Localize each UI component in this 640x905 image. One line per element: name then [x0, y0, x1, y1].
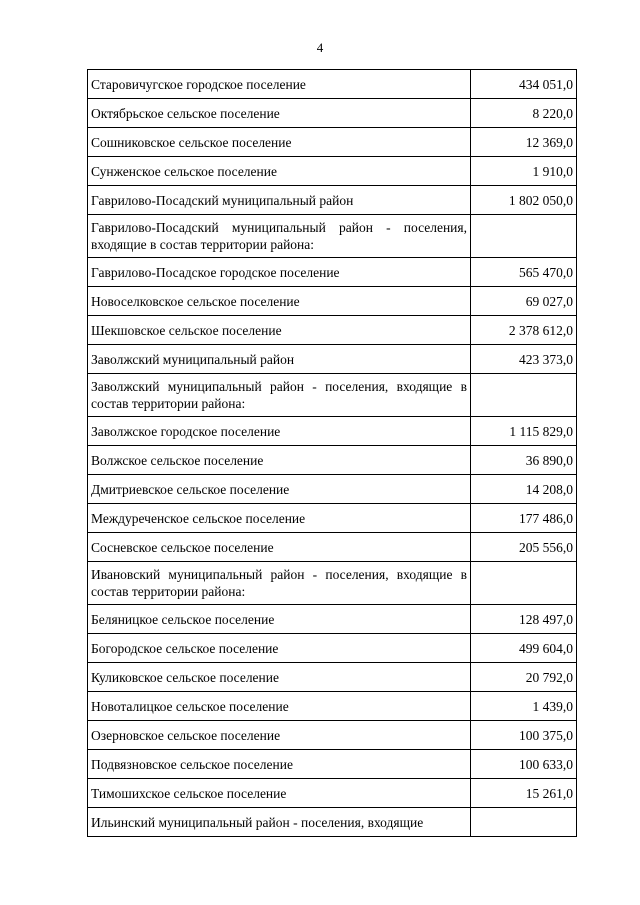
settlement-name: Подвязновское сельское поселение — [88, 750, 471, 779]
settlement-name: Гаврилово-Посадское городское поселение — [88, 258, 471, 287]
table-row — [88, 417, 577, 446]
table-row — [88, 663, 577, 692]
table-row — [88, 692, 577, 721]
table-row — [88, 446, 577, 475]
amount-value: 177 486,0 — [471, 504, 577, 533]
table-row — [88, 562, 577, 605]
table-row — [88, 70, 577, 99]
settlement-name: Октябрьское сельское поселение — [88, 99, 471, 128]
table-row — [88, 634, 577, 663]
table-row — [88, 157, 577, 186]
settlement-name: Озерновское сельское поселение — [88, 721, 471, 750]
table-row — [88, 808, 577, 837]
district-group-heading: Ильинский муниципальный район - поселения, входящие — [88, 808, 471, 837]
table-row — [88, 750, 577, 779]
amount-value: 434 051,0 — [471, 70, 577, 99]
settlement-name: Новоселковское сельское поселение — [88, 287, 471, 316]
amount-value: 36 890,0 — [471, 446, 577, 475]
amount-value: 2 378 612,0 — [471, 316, 577, 345]
district-group-heading: Гаврилово-Посадский муниципальный район - поселения, входящие в состав территории района: — [88, 215, 471, 258]
settlement-name: Сошниковское сельское поселение — [88, 128, 471, 157]
table-row — [88, 504, 577, 533]
table-row — [88, 533, 577, 562]
settlement-name: Куликовское сельское поселение — [88, 663, 471, 692]
table-row — [88, 215, 577, 258]
page-number: 4 — [316, 40, 324, 55]
table-row — [88, 721, 577, 750]
amount-value: 12 369,0 — [471, 128, 577, 157]
amount-value: 499 604,0 — [471, 634, 577, 663]
amount-value: 1 910,0 — [471, 157, 577, 186]
table-row — [88, 128, 577, 157]
table-row — [88, 287, 577, 316]
table-row — [88, 345, 577, 374]
amount-value: 20 792,0 — [471, 663, 577, 692]
amount-value: 128 497,0 — [471, 605, 577, 634]
settlement-name: Старовичугское городское поселение — [88, 70, 471, 99]
amount-value: 100 633,0 — [471, 750, 577, 779]
district-name: Заволжский муниципальный район — [88, 345, 471, 374]
table-row — [88, 475, 577, 504]
amount-value: 205 556,0 — [471, 533, 577, 562]
table-row — [88, 779, 577, 808]
settlement-name: Междуреченское сельское поселение — [88, 504, 471, 533]
district-group-heading: Ивановский муниципальный район - поселения, входящие в состав территории района: — [88, 562, 471, 605]
table-row — [88, 258, 577, 287]
amount-value: 565 470,0 — [471, 258, 577, 287]
amount-value: 69 027,0 — [471, 287, 577, 316]
settlement-name: Волжское сельское поселение — [88, 446, 471, 475]
settlement-name: Богородское сельское поселение — [88, 634, 471, 663]
amount-value — [471, 562, 577, 605]
amount-value: 423 373,0 — [471, 345, 577, 374]
settlement-name: Новоталицкое сельское поселение — [88, 692, 471, 721]
settlement-name: Беляницкое сельское поселение — [88, 605, 471, 634]
amount-value — [471, 808, 577, 837]
table-row — [88, 374, 577, 417]
settlement-name: Тимошихское сельское поселение — [88, 779, 471, 808]
amount-value — [471, 374, 577, 417]
table-row — [88, 605, 577, 634]
amount-value: 1 115 829,0 — [471, 417, 577, 446]
district-name: Гаврилово-Посадский муниципальный район — [88, 186, 471, 215]
settlement-name: Шекшовское сельское поселение — [88, 316, 471, 345]
table-row — [88, 99, 577, 128]
district-group-heading: Заволжский муниципальный район - поселения, входящие в состав территории района: — [88, 374, 471, 417]
settlement-name: Дмитриевское сельское поселение — [88, 475, 471, 504]
amount-value: 1 802 050,0 — [471, 186, 577, 215]
table-row — [88, 186, 577, 215]
amount-value: 1 439,0 — [471, 692, 577, 721]
settlement-name: Заволжское городское поселение — [88, 417, 471, 446]
settlement-name: Сосневское сельское поселение — [88, 533, 471, 562]
table-row — [88, 316, 577, 345]
amount-value: 15 261,0 — [471, 779, 577, 808]
amount-value: 14 208,0 — [471, 475, 577, 504]
settlement-name: Сунженское сельское поселение — [88, 157, 471, 186]
budget-table — [87, 69, 577, 837]
amount-value — [471, 215, 577, 258]
amount-value: 100 375,0 — [471, 721, 577, 750]
amount-value: 8 220,0 — [471, 99, 577, 128]
